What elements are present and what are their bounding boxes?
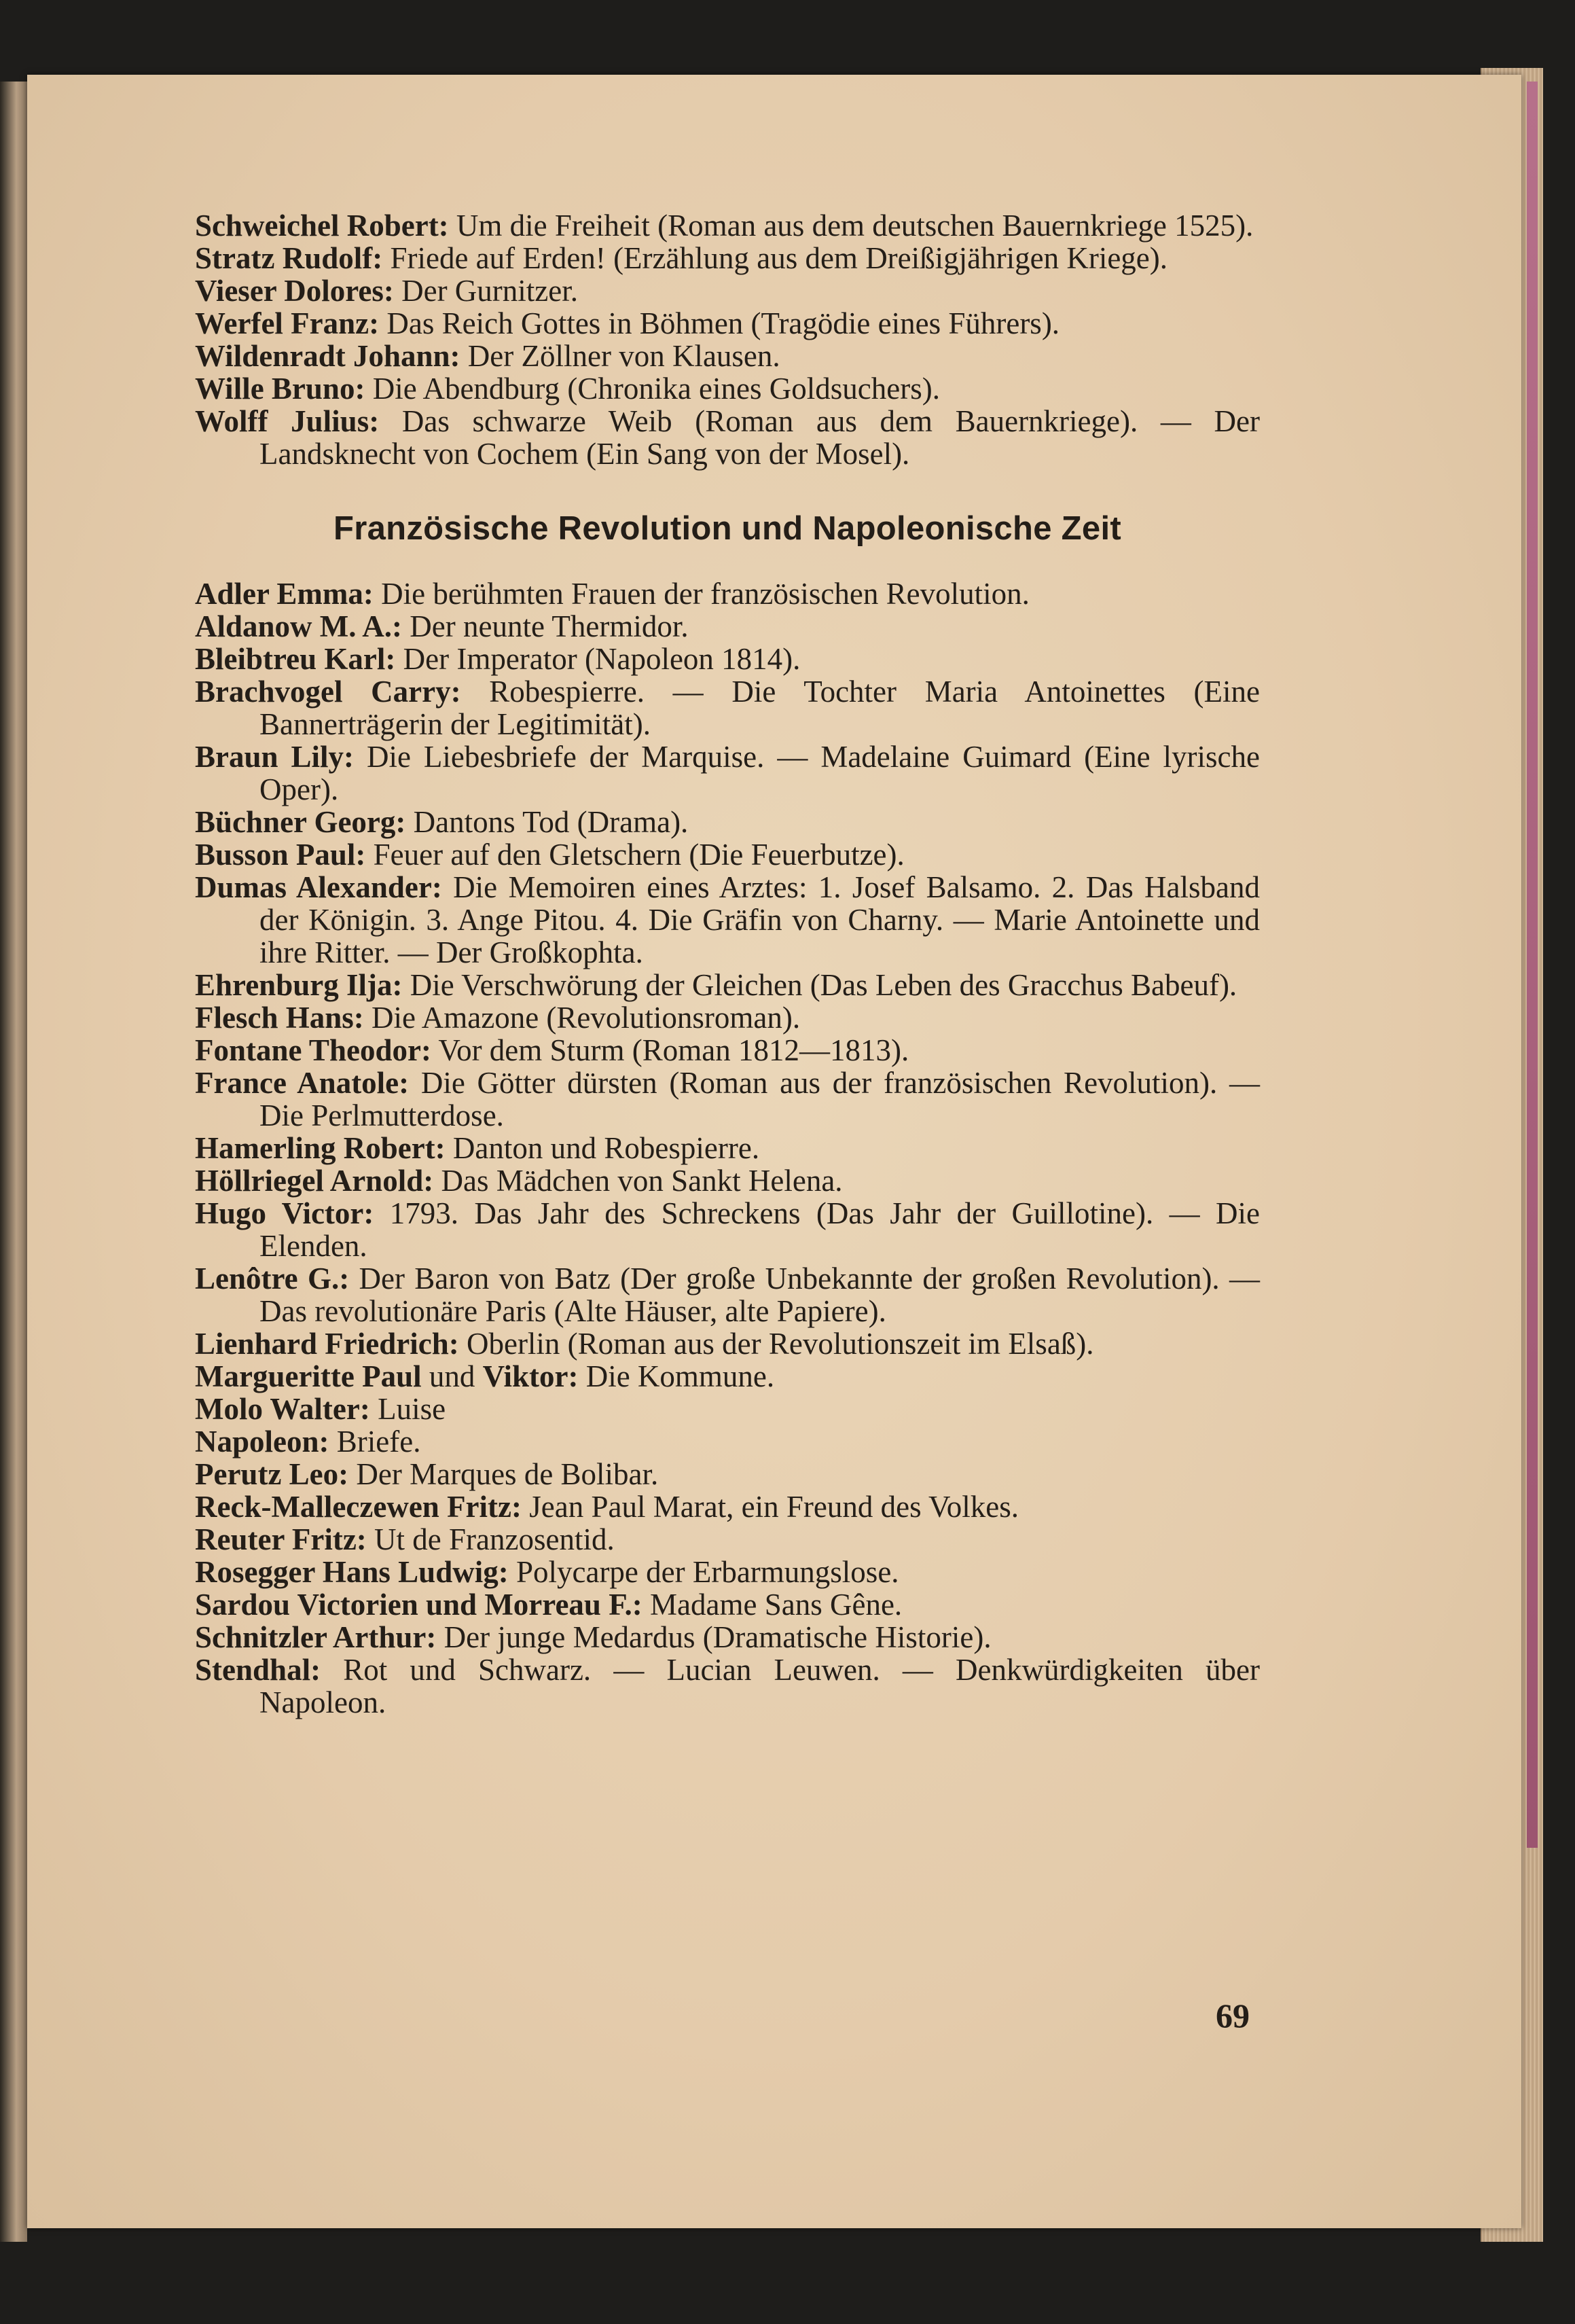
bibliography-entry	[195, 1067, 1260, 1132]
bibliography-entry	[195, 740, 1260, 806]
bibliography-entry	[195, 643, 1260, 675]
entry-author: Brachvogel Carry:	[195, 675, 461, 709]
bibliography-entry	[195, 1621, 1260, 1653]
entry-title: Die berühmten Frauen der französischen Revolution.	[373, 577, 1030, 611]
entry-title: Der junge Medardus (Dramatische Historie).	[436, 1620, 992, 1654]
entry-title: Die Liebesbriefe der Marquise. — Madelaine Guimard (Eine lyrische Oper).	[259, 740, 1260, 806]
entry-author: France Anatole:	[195, 1066, 410, 1100]
entry-author: Wolff Julius:	[195, 404, 380, 438]
entry-title: Briefe.	[329, 1425, 421, 1459]
bibliography-entry	[195, 610, 1260, 643]
entry-title: Der Gurnitzer.	[393, 274, 578, 308]
entry-title: Die Memoiren eines Arztes: 1. Josef Balsamo. 2. Das Halsband der Königin. 3. Ange Pitou. 4. Die Gräfin von Charny. — Marie Antoinette und ihre Ritter. — Der Großkophta.	[259, 870, 1261, 969]
entry-author: Fontane Theodor:	[195, 1033, 431, 1067]
entry-title: Der neunte Thermidor.	[402, 609, 689, 643]
entry-title: Danton und Robespierre.	[445, 1131, 760, 1165]
entry-title: Luise	[369, 1392, 446, 1426]
left-page-edge	[0, 82, 27, 2242]
entry-title: Vor dem Sturm (Roman 1812—1813).	[431, 1033, 909, 1067]
bibliography-entry	[195, 372, 1260, 405]
bibliography-entry	[195, 1393, 1260, 1425]
bibliography-entry	[195, 1001, 1260, 1034]
bibliography-entry	[195, 1197, 1260, 1262]
bibliography-entry	[195, 1164, 1260, 1197]
entry-title: Feuer auf den Gletschern (Die Feuerbutze).	[365, 838, 905, 872]
bibliography-entry	[195, 1360, 1260, 1393]
entry-connector: und	[421, 1359, 483, 1393]
entry-author: Lenôtre G.:	[195, 1262, 350, 1295]
entry-author: Werfel Franz:	[195, 306, 380, 340]
entry-author: Reck-Malleczewen Fritz:	[195, 1490, 522, 1524]
entry-author: Rosegger Hans Ludwig:	[195, 1555, 509, 1589]
entry-author: Vieser Dolores:	[195, 274, 394, 308]
entry-title: Jean Paul Marat, ein Freund des Volkes.	[521, 1490, 1019, 1524]
entry-author: Perutz Leo:	[195, 1457, 349, 1491]
bibliography-entry	[195, 405, 1260, 470]
entry-author: Adler Emma:	[195, 577, 374, 611]
entry-title: Dantons Tod (Drama).	[405, 805, 689, 839]
bibliography-entry	[195, 1327, 1260, 1360]
bibliography-entry	[195, 1425, 1260, 1458]
bibliography-entry	[195, 209, 1260, 242]
entry-author: Wildenradt Johann:	[195, 339, 460, 373]
bibliography-entry	[195, 1490, 1260, 1523]
section-heading: Französische Revolution und Napoleonische Zeit	[333, 510, 1121, 547]
bibliography-entry	[195, 838, 1260, 871]
entry-author: Reuter Fritz:	[195, 1522, 367, 1556]
bookmark-ribbon	[1527, 82, 1538, 1848]
entry-title: Oberlin (Roman aus der Revolutionszeit im Elsaß).	[458, 1327, 1094, 1361]
entry-author: Hamerling Robert:	[195, 1131, 446, 1165]
bibliography-entry	[195, 675, 1260, 740]
entry-author: Hugo Victor:	[195, 1196, 374, 1230]
bibliography-entry	[195, 1556, 1260, 1588]
bibliography-entry	[195, 1653, 1260, 1719]
entry-author: Höllriegel Arnold:	[195, 1164, 434, 1198]
entry-title: Robespierre. — Die Tochter Maria Antoinettes (Eine Bannerträgerin der Legitimität).	[259, 675, 1260, 741]
bibliography-entry	[195, 340, 1260, 372]
entry-author: Wille Bruno:	[195, 372, 365, 406]
page-content	[195, 209, 1260, 1719]
entry-author: Napoleon:	[195, 1425, 329, 1459]
entry-list-part1	[195, 209, 1260, 470]
entry-title: Der Marques de Bolibar.	[348, 1457, 659, 1491]
bibliography-entry	[195, 577, 1260, 610]
entry-author: Stratz Rudolf:	[195, 241, 383, 275]
entry-title: Die Amazone (Revolutionsroman).	[363, 1001, 801, 1035]
entry-title: 1793. Das Jahr des Schreckens (Das Jahr der Guillotine). — Die Elenden.	[259, 1196, 1260, 1263]
entry-title: Der Zöllner von Klausen.	[460, 339, 780, 373]
entry-title: Die Verschwörung der Gleichen (Das Leben des Gracchus Babeuf).	[402, 968, 1237, 1002]
entry-title: Das schwarze Weib (Roman aus dem Bauernkriege). — Der Landsknecht von Cochem (Ein Sang von der Mosel).	[259, 404, 1260, 471]
bibliography-entry	[195, 274, 1260, 307]
bibliography-entry	[195, 871, 1260, 969]
entry-author: Büchner Georg:	[195, 805, 406, 839]
entry-title: Polycarpe der Erbarmungslose.	[508, 1555, 899, 1589]
entry-author: Aldanow M. A.:	[195, 609, 403, 643]
entry-title: Die Abendburg (Chronika eines Goldsuchers).	[365, 372, 940, 406]
bibliography-entry	[195, 307, 1260, 340]
entry-author: Braun Lily:	[195, 740, 355, 774]
bibliography-entry	[195, 1523, 1260, 1556]
entry-author: Ehrenburg Ilja:	[195, 968, 403, 1002]
entry-title: Die Götter dürsten (Roman aus der französischen Revolution). — Die Perlmutterdose.	[259, 1066, 1261, 1132]
entry-title: Madame Sans Gêne.	[642, 1588, 903, 1622]
entry-title: Das Mädchen von Sankt Helena.	[433, 1164, 843, 1198]
bibliography-entry	[195, 1132, 1260, 1164]
entry-title: Um die Freiheit (Roman aus dem deutschen Bauernkriege 1525).	[448, 209, 1254, 243]
entry-title: Das Reich Gottes in Böhmen (Tragödie eines Führers).	[379, 306, 1060, 340]
bibliography-entry	[195, 1262, 1260, 1327]
bibliography-entry	[195, 1034, 1260, 1067]
entry-author: Schnitzler Arthur:	[195, 1620, 437, 1654]
bibliography-entry	[195, 1588, 1260, 1621]
entry-title: Friede auf Erden! (Erzählung aus dem Dreißigjährigen Kriege).	[382, 241, 1168, 275]
entry-author: Sardou Victorien und Morreau F.:	[195, 1588, 642, 1622]
entry-author: Schweichel Robert:	[195, 209, 449, 243]
bibliography-entry	[195, 806, 1260, 838]
entry-author: Flesch Hans:	[195, 1001, 364, 1035]
entry-author: Dumas Alexander:	[195, 870, 442, 904]
entry-author: Lienhard Friedrich:	[195, 1327, 459, 1361]
entry-author: Bleibtreu Karl:	[195, 642, 396, 676]
entry-title: Ut de Franzosentid.	[366, 1522, 615, 1556]
entry-author: Viktor:	[482, 1359, 579, 1393]
bibliography-entry	[195, 242, 1260, 274]
entry-title: Rot und Schwarz. — Lucian Leuwen. — Denkwürdigkeiten über Napoleon.	[259, 1653, 1260, 1719]
entry-author: Margueritte Paul	[195, 1359, 422, 1393]
page-number: 69	[1216, 1997, 1250, 2035]
bibliography-entry	[195, 969, 1260, 1001]
entry-title: Der Baron von Batz (Der große Unbekannte der großen Revolution). — Das revolutionäre Paris (Alte Häuser, alte Papiere).	[259, 1262, 1260, 1328]
entry-title: Der Imperator (Napoleon 1814).	[395, 642, 801, 676]
entry-author: Stendhal:	[195, 1653, 321, 1687]
bibliography-entry	[195, 1458, 1260, 1490]
entry-author: Molo Walter:	[195, 1392, 370, 1426]
entry-author: Busson Paul:	[195, 838, 366, 872]
entry-list-part2	[195, 577, 1260, 1719]
entry-title: Die Kommune.	[578, 1359, 775, 1393]
